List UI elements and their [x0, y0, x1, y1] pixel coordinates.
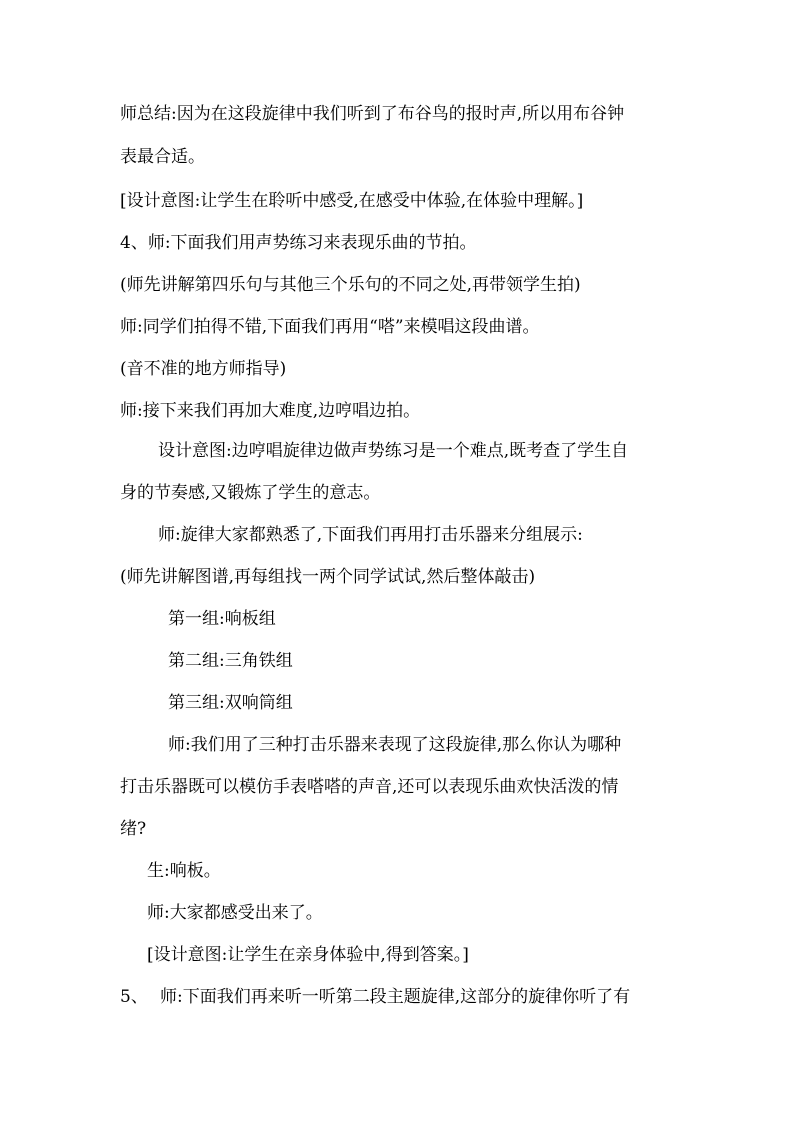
- design-intent-note: [设计意图:让学生在聆听中感受,在感受中体验,在体验中理解。]: [120, 191, 584, 211]
- step-number: 5、: [120, 987, 148, 1007]
- step-4-heading: 4、师:下面我们用声势练习来表现乐曲的节拍。: [120, 233, 477, 253]
- group-item: 第三组:双响筒组: [168, 693, 293, 713]
- text-line: 师:大家都感受出来了。: [147, 903, 323, 923]
- text-line: 师:接下来我们再加大难度,边哼唱边拍。: [120, 401, 421, 421]
- design-intent-note: [设计意图:让学生在亲身体验中,得到答案。]: [147, 945, 469, 965]
- text-line: 打击乐器既可以模仿手表嗒嗒的声音,还可以表现乐曲欢快活泼的情: [120, 777, 619, 797]
- step-5-text: 师:下面我们再来听一听第二段主题旋律,这部分的旋律你听了有: [160, 987, 631, 1007]
- text-line: 师:旋律大家都熟悉了,下面我们再用打击乐器来分组展示:: [158, 525, 583, 545]
- group-item: 第二组:三角铁组: [168, 651, 293, 671]
- group-item: 第一组:响板组: [168, 609, 276, 629]
- design-intent-note: 设计意图:边哼唱旋律边做声势练习是一个难点,既考查了学生自: [158, 441, 629, 461]
- text-line: 生:响板。: [147, 861, 221, 881]
- text-line: 师:我们用了三种打击乐器来表现了这段旋律,那么你认为哪种: [168, 735, 622, 755]
- text-line: 师总结:因为在这段旋律中我们听到了布谷鸟的报时声,所以用布谷钟: [120, 104, 625, 124]
- text-line: 绪?: [120, 819, 147, 839]
- text-line: 师:同学们拍得不错,下面我们再用“嗒”来模唱这段曲谱。: [120, 317, 540, 337]
- text-line: 表最合适。: [120, 147, 205, 167]
- step-5-heading: [120, 986, 630, 1008]
- text-line: 身的节奏感,又锻炼了学生的意志。: [120, 483, 381, 503]
- text-line: (音不准的地方师指导): [120, 359, 287, 379]
- text-line: (师先讲解第四乐句与其他三个乐句的不同之处,再带领学生拍): [120, 275, 581, 295]
- text-line: (师先讲解图谱,再每组找一两个同学试试,然后整体敲击): [120, 567, 536, 587]
